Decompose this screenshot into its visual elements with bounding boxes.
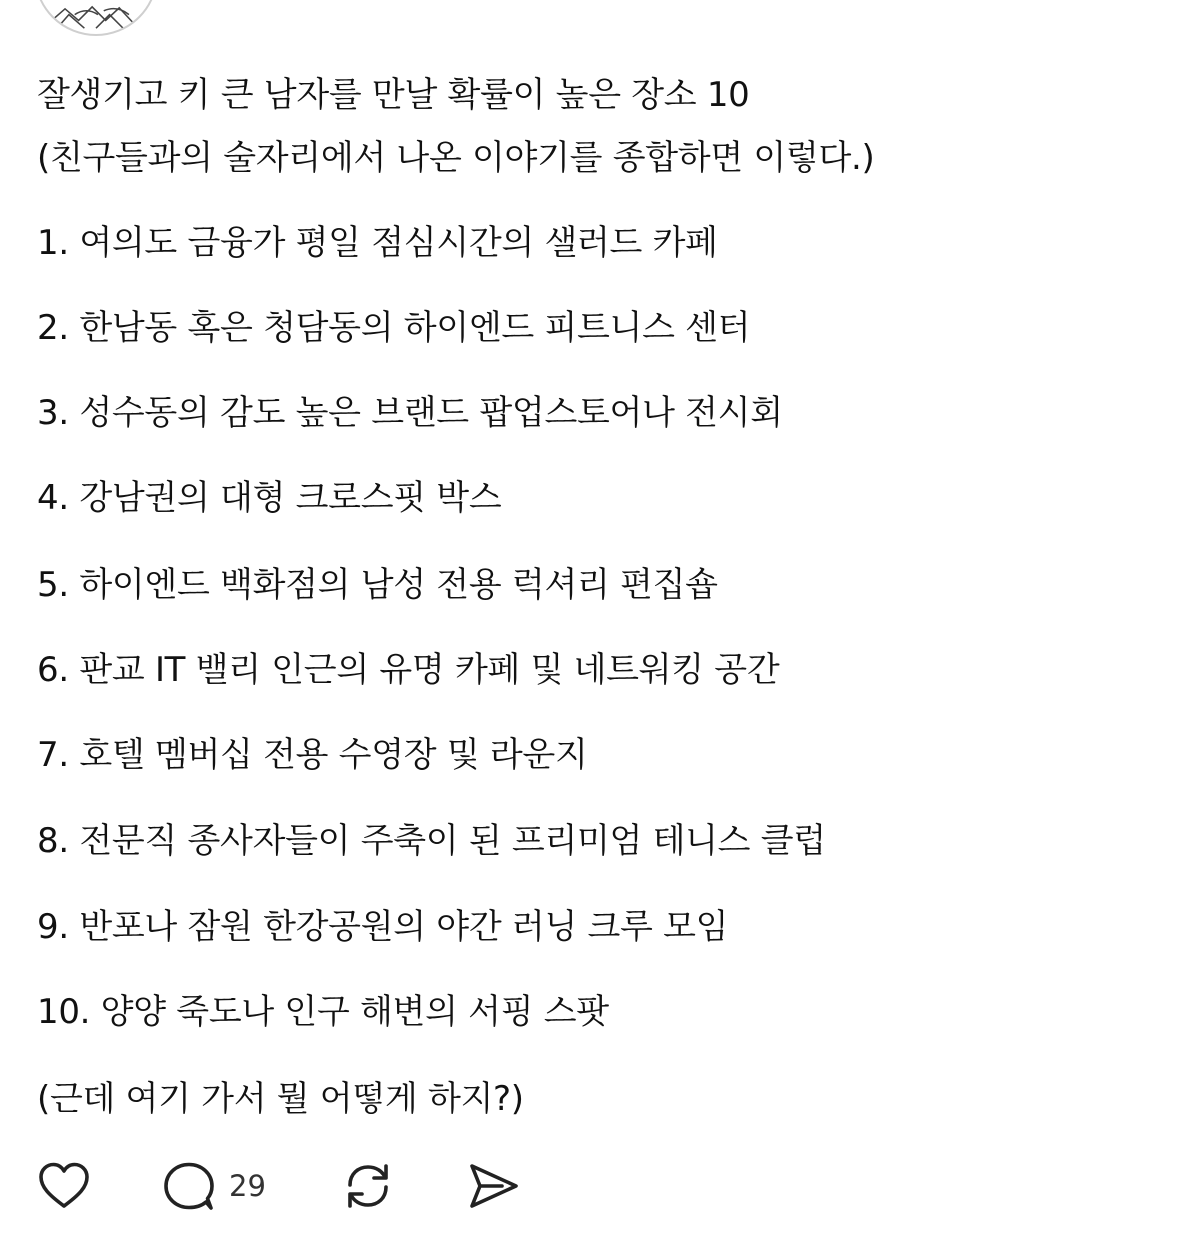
repost-arrows-icon: [340, 1159, 396, 1213]
speech-bubble-icon: [161, 1159, 217, 1213]
list-item: 8. 전문직 종사자들이 주축이 된 프리미엄 테니스 클럽: [37, 821, 826, 861]
avatar[interactable]: [34, 0, 158, 36]
list-item: 2. 한남동 혹은 청담동의 하이엔드 피트니스 센터: [37, 308, 751, 348]
list-item: 7. 호텔 멤버십 전용 수영장 및 라운지: [37, 735, 588, 775]
list-item: 9. 반포나 잠원 한강공원의 야간 러닝 크루 모임: [37, 907, 729, 947]
avatar-image: [36, 0, 156, 34]
action-bar: [0, 1158, 1179, 1218]
post-closing: (근데 여기 가서 뭘 어떻게 하지?): [37, 1079, 524, 1119]
post-subtitle: (친구들과의 술자리에서 나온 이야기를 종합하면 이렇다.): [37, 138, 875, 178]
list-item: 6. 판교 IT 밸리 인근의 유명 카페 및 네트워킹 공간: [37, 650, 780, 690]
comment-button[interactable]: [161, 1158, 266, 1214]
like-button[interactable]: [37, 1158, 91, 1214]
list-item: 5. 하이엔드 백화점의 남성 전용 럭셔리 편집숍: [37, 565, 718, 605]
share-button[interactable]: [466, 1158, 522, 1214]
list-item: 4. 강남권의 대형 크로스핏 박스: [37, 478, 502, 518]
comment-count: 29: [229, 1169, 266, 1203]
post-title: 잘생기고 키 큰 남자를 만날 확률이 높은 장소 10: [37, 75, 750, 115]
heart-icon: [37, 1161, 91, 1211]
send-paper-plane-icon: [466, 1160, 522, 1212]
list-item: 3. 성수동의 감도 높은 브랜드 팝업스토어나 전시회: [37, 393, 783, 433]
list-item: 1. 여의도 금융가 평일 점심시간의 샐러드 카페: [37, 223, 718, 263]
repost-button[interactable]: [340, 1158, 396, 1214]
list-item: 10. 양양 죽도나 인구 해변의 서핑 스팟: [37, 992, 609, 1032]
